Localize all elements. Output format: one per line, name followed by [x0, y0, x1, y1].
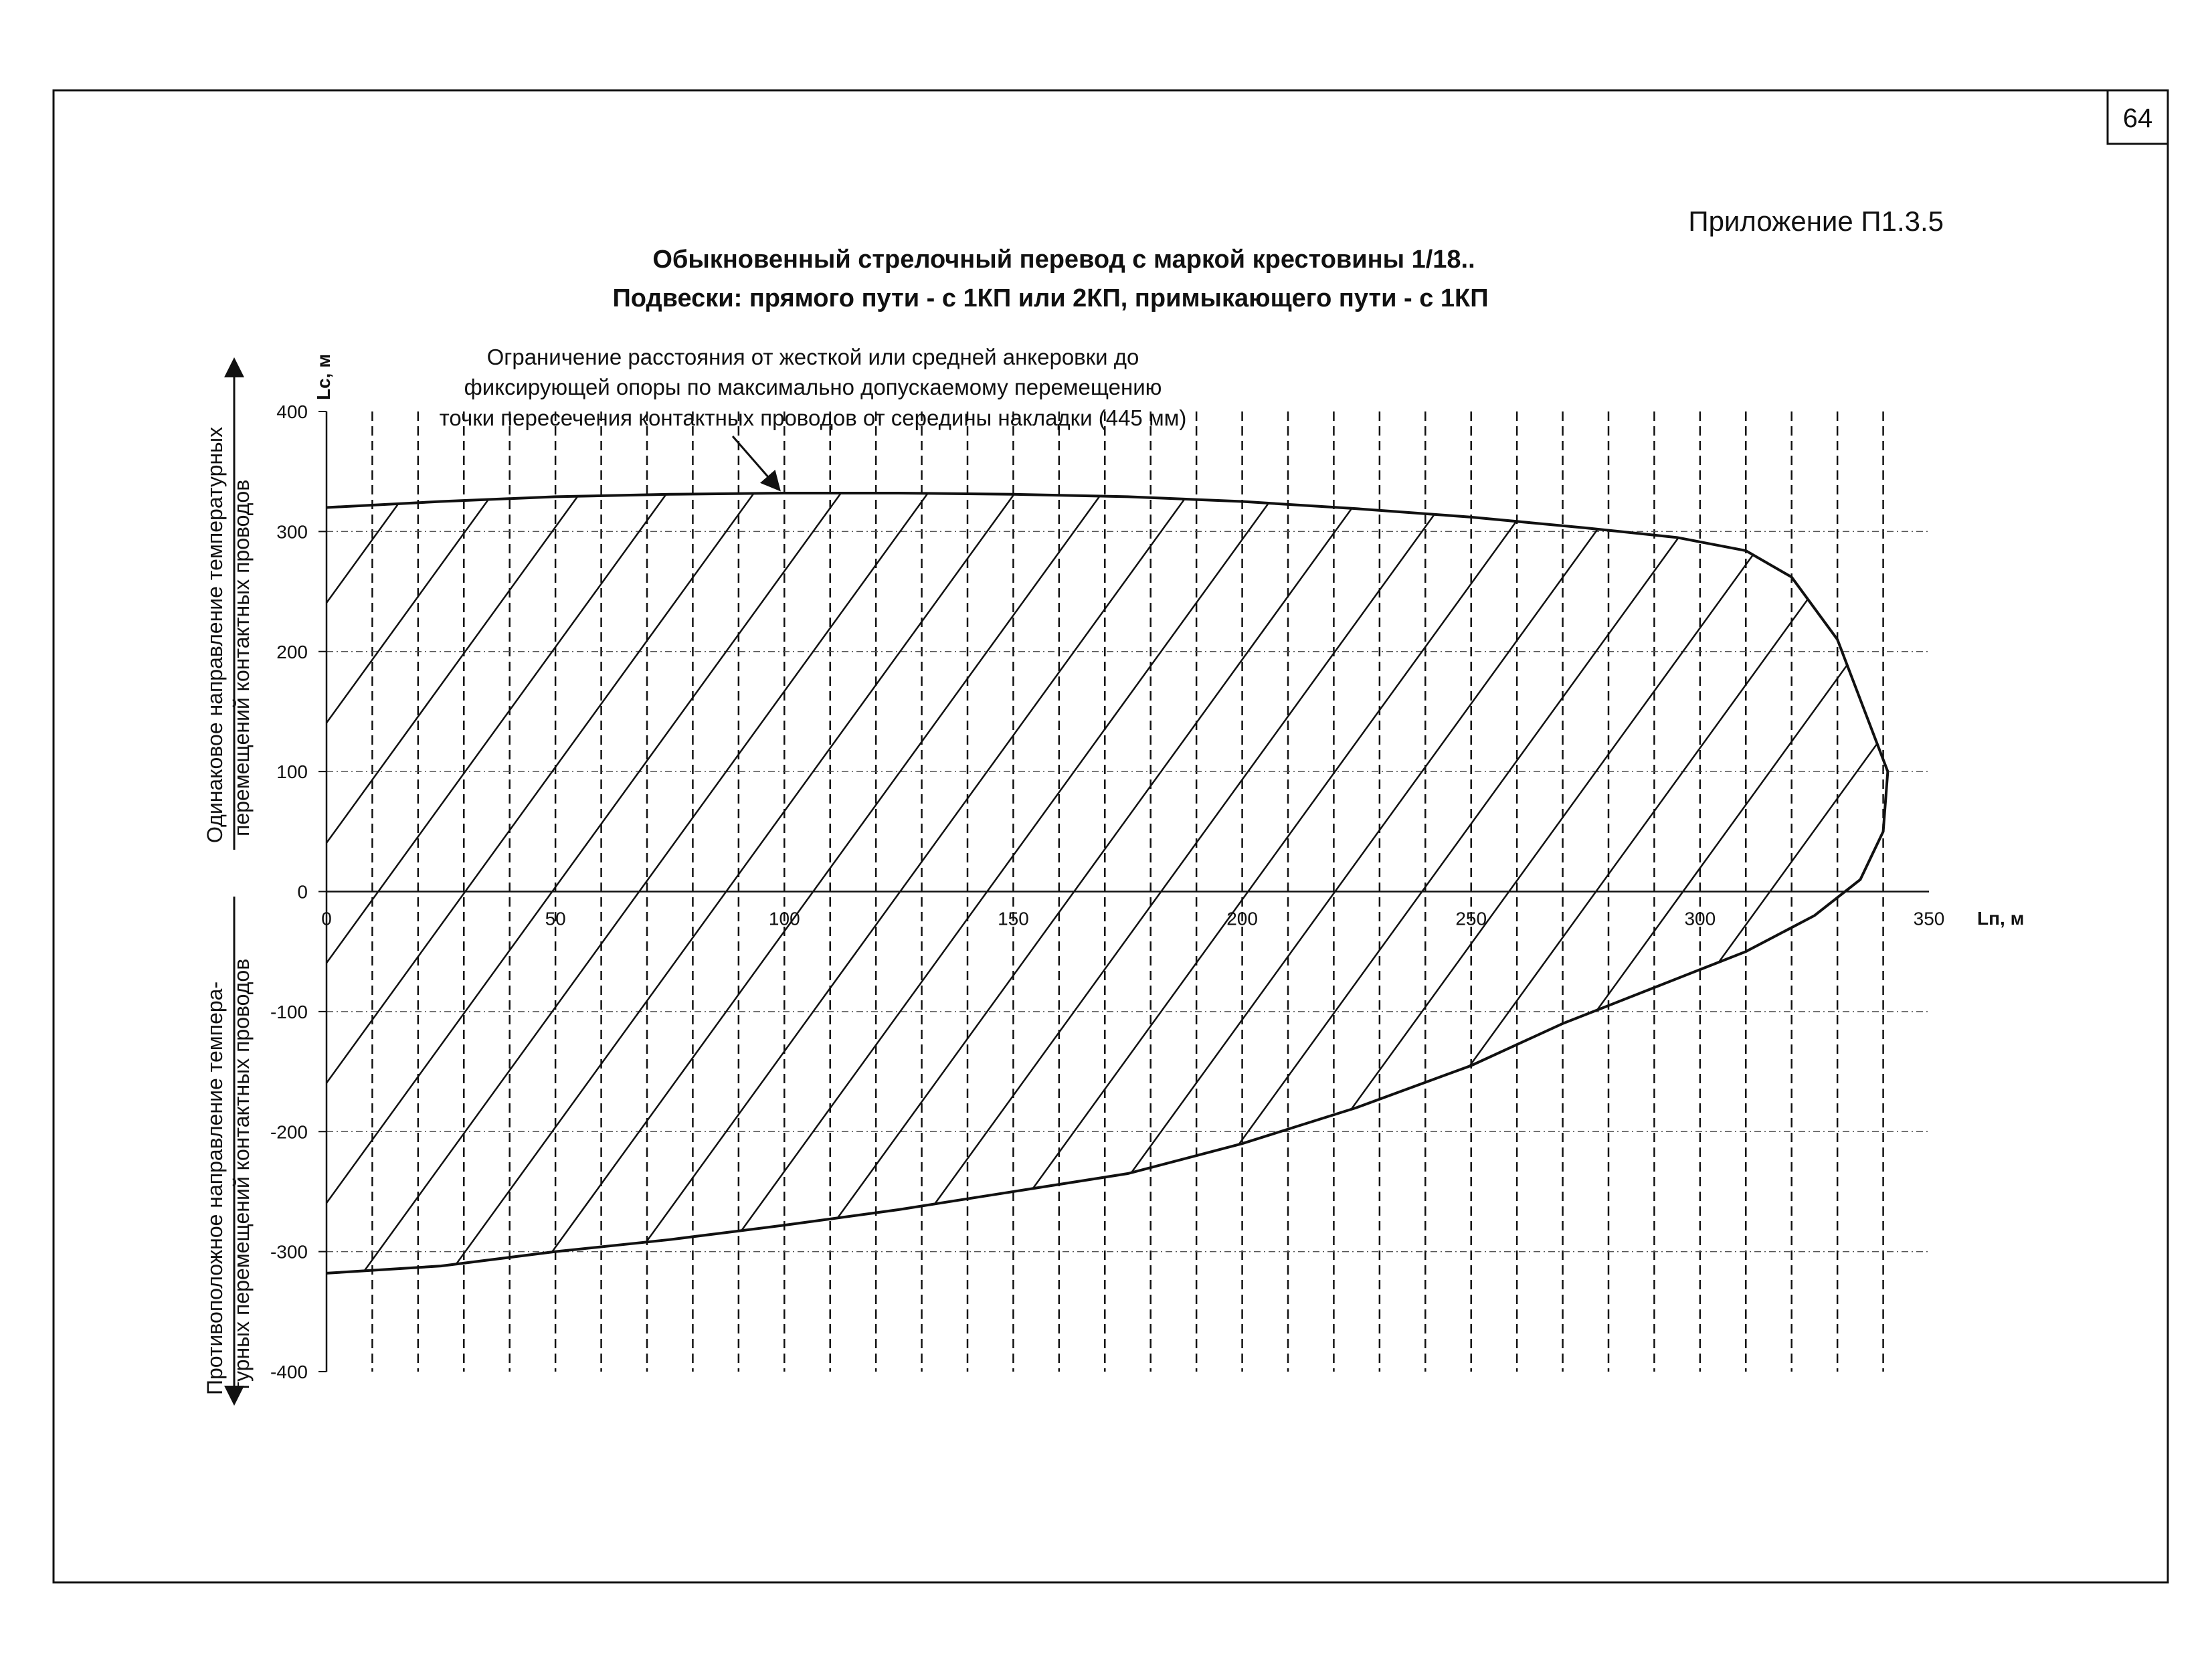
hatch-line: [0, 0, 1048, 1572]
hatch-line: [0, 0, 701, 1572]
y-tick-label: -100: [270, 1001, 308, 1022]
x-tick-label: 150: [998, 908, 1029, 929]
hatch-line: [0, 0, 788, 1572]
hatch-line: [0, 0, 614, 1572]
y-tick-label: 400: [276, 401, 308, 422]
appendix-label: Приложение П1.3.5: [1688, 205, 1944, 237]
x-tick-label: 100: [768, 908, 800, 929]
y-tick-label: -200: [270, 1121, 308, 1143]
page-frame: [54, 90, 2168, 1582]
hatch-line: [233, 0, 1396, 1572]
x-tick-label: 50: [545, 908, 566, 929]
x-tick-label: 350: [1913, 908, 1945, 929]
x-tick-label: 200: [1226, 908, 1258, 929]
annotation-line3: точки пересечения контактных проводов от середины накладки (445 мм): [439, 405, 1187, 430]
annotation-line2: фиксирующей опоры по максимально допускаемому перемещению: [464, 375, 1162, 399]
hatch-line: [146, 0, 1309, 1572]
hatch-line: [1972, 0, 2212, 1572]
annotation-arrow: [733, 436, 778, 488]
hatch-line: [668, 0, 1831, 1572]
y-tick-label: 200: [276, 641, 308, 662]
hatch-line: [0, 0, 1135, 1572]
hatch-line: [320, 0, 1483, 1572]
x-axis-title: Lп, м: [1977, 908, 2025, 929]
page-number: 64: [2122, 104, 2153, 133]
chart-title-line1: Обыкновенный стрелочный перевод с маркой крестовины 1/18..: [652, 246, 1475, 274]
y-tick-label: 300: [276, 521, 308, 543]
hatch-line: [1016, 0, 2179, 1572]
hatch-line: [0, 0, 961, 1572]
x-tick-label: 250: [1455, 908, 1487, 929]
hatch-line: [407, 0, 1570, 1572]
hatch-line: [1103, 0, 2212, 1572]
hatch-line: [0, 0, 874, 1572]
x-tick-label: 0: [321, 908, 332, 929]
hatch-line: [494, 0, 1657, 1572]
y-axis-title: Lc, м: [313, 354, 334, 400]
y-tick-label: -300: [270, 1241, 308, 1263]
x-tick-label: 300: [1684, 908, 1716, 929]
annotation-line1: Ограничение расстояния от жесткой или средней анкеровки до: [486, 345, 1139, 369]
hatch-line: [2059, 0, 2212, 1572]
hatch-line: [581, 0, 1744, 1572]
side-label-lower-line1: Противоположное направление темпера-: [203, 981, 227, 1395]
y-tick-label: 0: [297, 881, 308, 903]
side-label-upper-line1: Одинаковое направление температурных: [203, 426, 227, 843]
y-tick-label: 100: [276, 761, 308, 783]
y-tick-label: -400: [270, 1362, 308, 1382]
side-label-upper-line2: перемещений контактных проводов: [229, 479, 254, 836]
hatch-line: [0, 0, 527, 1572]
side-label-lower-line2: турных перемещений контактных проводов: [229, 958, 254, 1392]
chart-title-line2: Подвески: прямого пути - с 1КП или 2КП, примыкающего пути - с 1КП: [612, 284, 1489, 312]
axes: [318, 411, 1929, 1372]
